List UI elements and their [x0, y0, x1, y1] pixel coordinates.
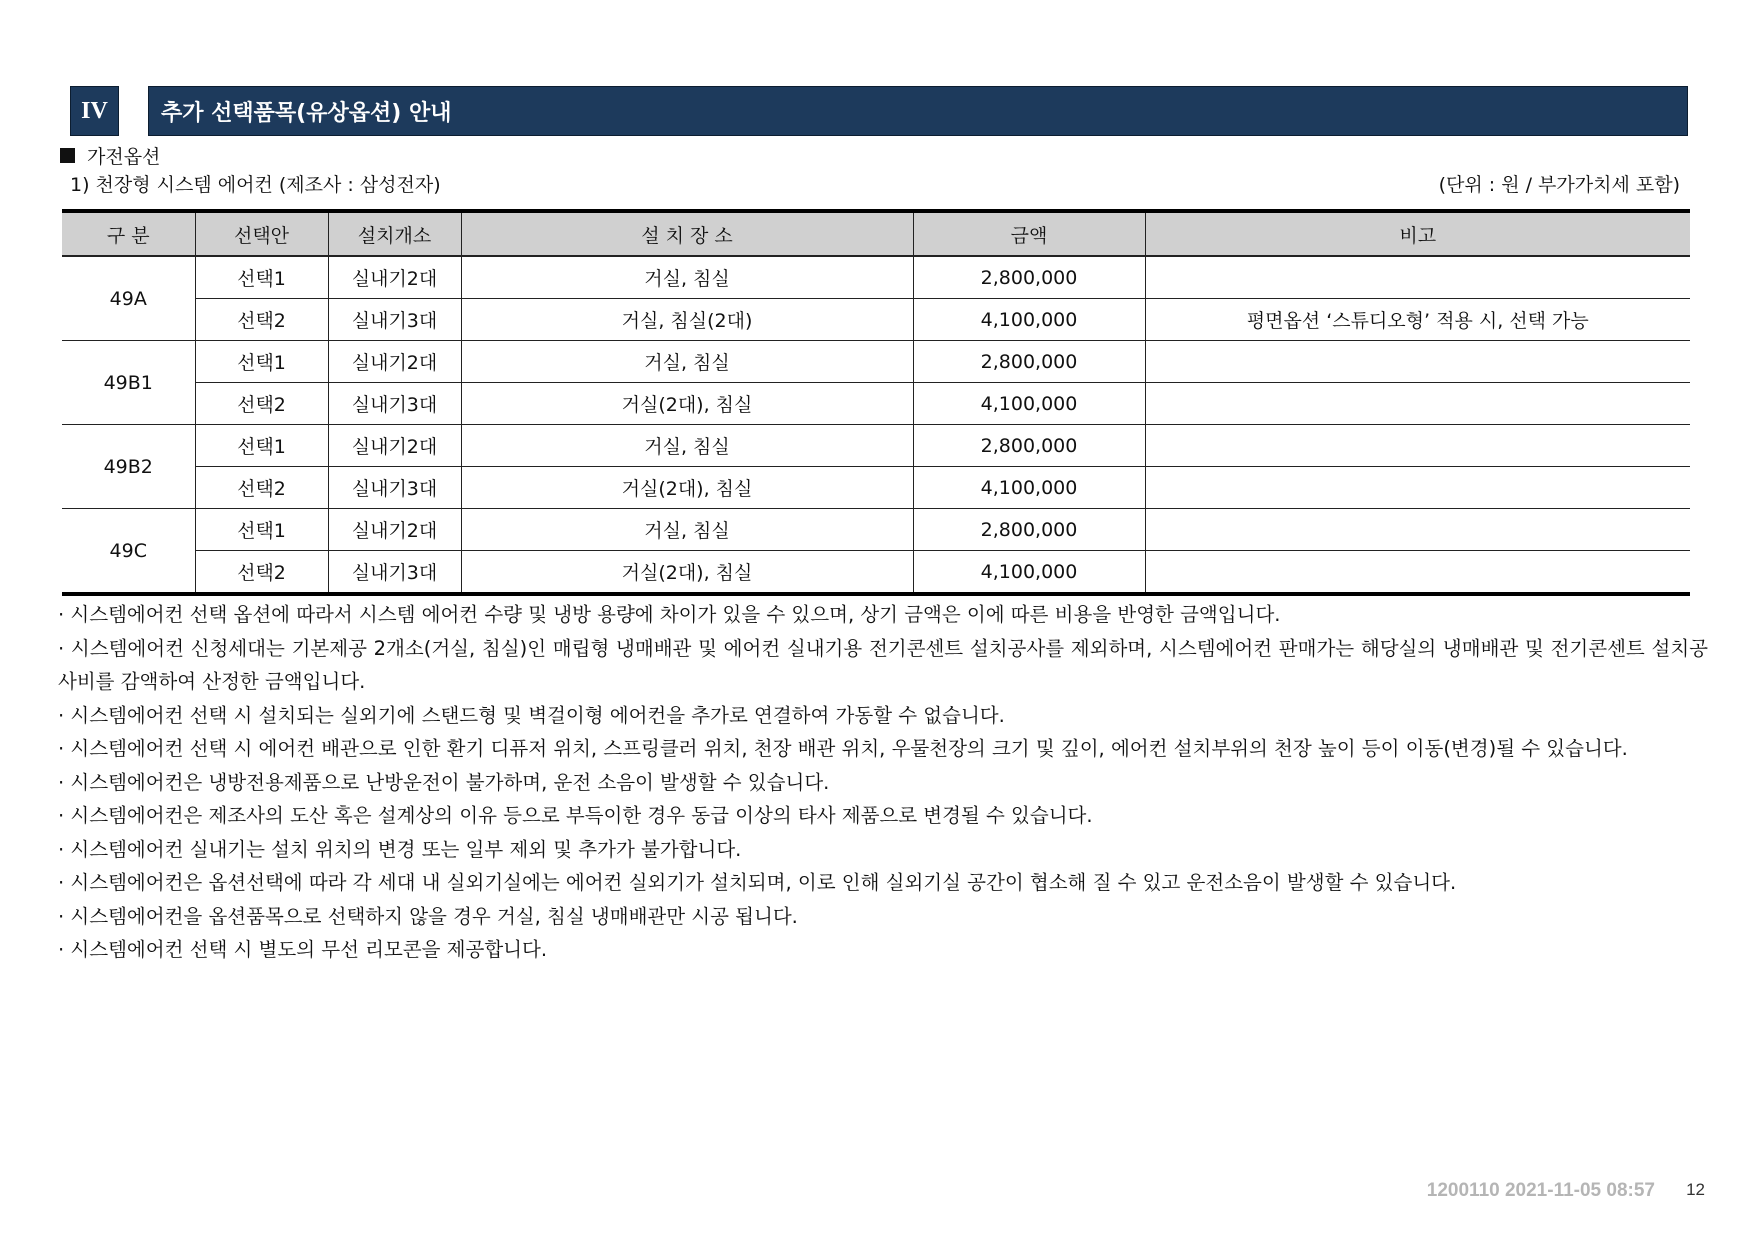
price-cell: 2,800,000 [913, 509, 1145, 551]
header-location: 설 치 장 소 [461, 211, 913, 256]
subheading [60, 142, 160, 169]
remark-cell [1145, 509, 1690, 551]
unit-note: (단위 : 원 / 부가가치세 포함) [1438, 174, 1680, 196]
units-cell: 실내기3대 [328, 299, 461, 341]
price-cell: 2,800,000 [913, 341, 1145, 383]
units-cell: 실내기2대 [328, 341, 461, 383]
note-item: · 시스템에어컨 선택 시 별도의 무선 리모콘을 제공합니다. [58, 938, 548, 961]
table-header-row [62, 211, 1690, 256]
remark-cell [1145, 551, 1690, 595]
table-row [62, 256, 1690, 299]
page-number: 12 [1686, 1180, 1705, 1199]
units-cell: 실내기3대 [328, 383, 461, 425]
location-cell: 거실(2대), 침실 [461, 551, 913, 595]
location-cell: 거실(2대), 침실 [461, 467, 913, 509]
square-bullet-icon [60, 148, 75, 163]
aircon-option-table [62, 209, 1690, 596]
location-cell: 거실, 침실 [461, 425, 913, 467]
location-cell: 거실, 침실(2대) [461, 299, 913, 341]
units-cell: 실내기2대 [328, 425, 461, 467]
remark-cell: 평면옵션 ‘스튜디오형’ 적용 시, 선택 가능 [1145, 299, 1690, 341]
remark-cell [1145, 256, 1690, 299]
price-cell: 2,800,000 [913, 425, 1145, 467]
subheading-text: 가전옵션 [87, 146, 161, 168]
table-row [62, 341, 1690, 383]
price-cell: 2,800,000 [913, 256, 1145, 299]
section-title [148, 86, 1688, 136]
price-cell: 4,100,000 [913, 383, 1145, 425]
table-row [62, 467, 1690, 509]
option-cell: 선택2 [195, 299, 328, 341]
units-cell: 실내기2대 [328, 509, 461, 551]
note-item: · 시스템에어컨 실내기는 설치 위치의 변경 또는 일부 제외 및 추가가 불가합니다. [58, 837, 742, 861]
type-cell: 49C [62, 509, 195, 595]
price-cell: 4,100,000 [913, 299, 1145, 341]
header-remark: 비고 [1145, 211, 1690, 256]
option-cell: 선택1 [195, 256, 328, 299]
header-units: 설치개소 [328, 211, 461, 256]
section-number: IV [70, 86, 119, 136]
print-stamp: 1200110 2021-11-05 08:57 [1426, 1180, 1655, 1201]
option-cell: 선택1 [195, 341, 328, 383]
price-cell: 4,100,000 [913, 467, 1145, 509]
price-cell: 4,100,000 [913, 551, 1145, 595]
table-row [62, 383, 1690, 425]
option-cell: 선택1 [195, 509, 328, 551]
notes-list [58, 598, 1708, 967]
type-cell: 49B2 [62, 425, 195, 509]
header-price: 금액 [913, 211, 1145, 256]
table-row [62, 425, 1690, 467]
option-cell: 선택2 [195, 551, 328, 595]
units-cell: 실내기3대 [328, 467, 461, 509]
note-item: · 시스템에어컨 선택 시 설치되는 실외기에 스탠드형 및 벽걸이형 에어컨을 추가로 연결하여 가동할 수 없습니다. [58, 703, 1005, 727]
location-cell: 거실, 침실 [461, 341, 913, 383]
option-cell: 선택1 [195, 425, 328, 467]
table-row [62, 299, 1690, 341]
header-option: 선택안 [195, 211, 328, 256]
remark-cell [1145, 341, 1690, 383]
header-type: 구 분 [62, 211, 195, 256]
remark-cell [1145, 425, 1690, 467]
option-cell: 선택2 [195, 467, 328, 509]
table-row [62, 551, 1690, 595]
note-item: · 시스템에어컨 선택 시 에어컨 배관으로 인한 환기 디퓨저 위치, 스프링클러 위치, 천장 배관 위치, 우물천장의 크기 및 깊이, 에어컨 설치부위의 천장 높이 등이 이동(변경)될 수 있습니다. [58, 737, 1628, 760]
note-item: · 시스템에어컨 선택 옵션에 따라서 시스템 에어컨 수량 및 냉방 용량에 차이가 있을 수 있으며, 상기 금액은 이에 따른 비용을 반영한 금액입니다. [58, 603, 1281, 626]
note-item: · 시스템에어컨은 옵션선택에 따라 각 세대 내 실외기실에는 에어컨 실외기가 설치되며, 이로 인해 실외기실 공간이 협소해 질 수 있고 운전소음이 발생할 수 있습니다. [58, 871, 1457, 894]
section-title-text: 추가 선택품목(유상옵션) 안내 [161, 100, 452, 126]
remark-cell [1145, 467, 1690, 509]
note-item: · 시스템에어컨 신청세대는 기본제공 2개소(거실, 침실)인 매립형 냉매배관 및 에어컨 실내기용 전기콘센트 설치공사를 제외하며, 시스템에어컨 판매가는 해당실의 냉매배관 및 전기콘센트 설치공사비를 감액하여 산정한 금액입니다. [58, 636, 1708, 693]
location-cell: 거실, 침실 [461, 509, 913, 551]
note-item: · 시스템에어컨을 옵션품목으로 선택하지 않을 경우 거실, 침실 냉매배관만 시공 됩니다. [58, 904, 798, 928]
type-cell: 49B1 [62, 341, 195, 425]
table-caption: 1) 천장형 시스템 에어컨 (제조사 : 삼성전자) [70, 174, 441, 196]
type-cell: 49A [62, 256, 195, 341]
table-row [62, 509, 1690, 551]
units-cell: 실내기2대 [328, 256, 461, 299]
units-cell: 실내기3대 [328, 551, 461, 595]
note-item: · 시스템에어컨은 냉방전용제품으로 난방운전이 불가하며, 운전 소음이 발생할 수 있습니다. [58, 770, 830, 794]
location-cell: 거실(2대), 침실 [461, 383, 913, 425]
remark-cell [1145, 383, 1690, 425]
option-cell: 선택2 [195, 383, 328, 425]
location-cell: 거실, 침실 [461, 256, 913, 299]
note-item: · 시스템에어컨은 제조사의 도산 혹은 설계상의 이유 등으로 부득이한 경우 동급 이상의 타사 제품으로 변경될 수 있습니다. [58, 804, 1093, 827]
